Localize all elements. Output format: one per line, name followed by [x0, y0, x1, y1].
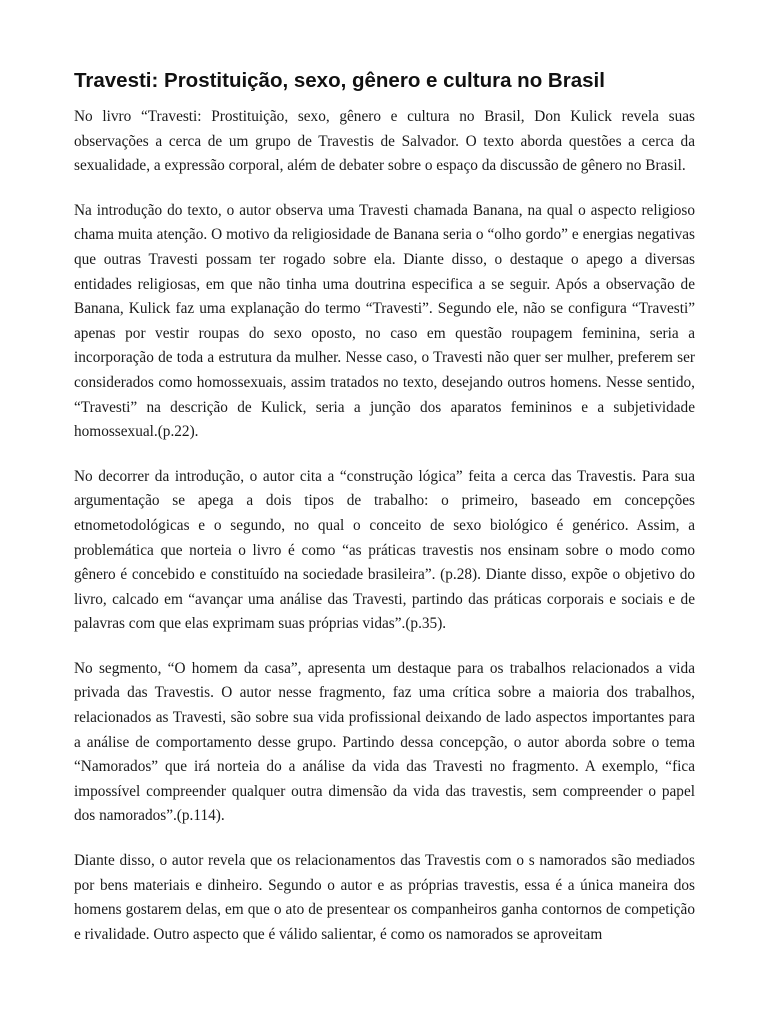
paragraph-5: Diante disso, o autor revela que os relacionamentos das Travestis com o s namorados são mediados por bens materiais e dinheiro. Segundo o autor e as próprias travestis, essa é a única maneira dos homens gostarem delas, em que o ato de presentear os companheiros ganha contornos de competição e rivalidade. Outro aspecto que é válido salientar, é como os namorados se aproveitam — [74, 852, 695, 943]
document-page — [74, 66, 695, 967]
document-title: Travesti: Prostituição, sexo, gênero e cultura no Brasil — [74, 69, 605, 92]
paragraph-4: No segmento, “O homem da casa”, apresenta um destaque para os trabalhos relacionados a vida privada das Travestis. O autor nesse fragmento, faz uma crítica sobre a maioria dos trabalhos, relacionados as Travesti, são sobre sua vida profissional deixando de lado aspectos importantes para a análise de comportamento desse grupo. Partindo dessa concepção, o autor aborda sobre o tema “Namorados” que irá norteia do a análise da vida das Travesti no fragmento. A exemplo, “fica impossível compreender qualquer outra dimensão da vida das travestis, sem compreender o papel dos namorados”.(p.114). — [74, 659, 695, 825]
paragraph-3: No decorrer da introdução, o autor cita a “construção lógica” feita a cerca das Travestis. Para sua argumentação se apega a dois tipos de trabalho: o primeiro, baseado em concepções etnometodológicas e o segundo, no qual o conceito de sexo biológico é genérico. Assim, a problemática que norteia o livro é como “as práticas travestis nos ensinam sobre o modo como gênero é concebido e constituído na sociedade brasileira”. (p.28). Diante disso, expõe o objetivo do livro, calcado em “avançar uma análise das Travesti, partindo das práticas corporais e sociais e de palavras com que elas exprimam suas próprias vidas”.(p.35). — [74, 467, 695, 633]
paragraph-1: No livro “Travesti: Prostituição, sexo, gênero e cultura no Brasil, Don Kulick revela suas observações a cerca de um grupo de Travestis de Salvador. O texto aborda questões a cerca da sexualidade, a expressão corporal, além de debater sobre o espaço da discussão de gênero no Brasil. — [74, 108, 695, 175]
paragraph-2: Na introdução do texto, o autor observa uma Travesti chamada Banana, na qual o aspecto religioso chama muita atenção. O motivo da religiosidade de Banana seria o “olho gordo” e energias negativas que outras Travesti possam ter rogado sobre ela. Diante disso, o destaque o apego a diversas entidades religiosas, em que não tinha uma doutrina especifica a se seguir. Após a observação de Banana, Kulick faz uma explanação do termo “Travesti”. Segundo ele, não se configura “Travesti” apenas por vestir roupas do sexo oposto, no caso em questão roupagem feminina, seria a incorporação de toda a estrutura da mulher. Nesse caso, o Travesti não quer ser mulher, preferem ser considerados como homossexuais, assim tratados no texto, desejando outros homens. Nesse sentido, “Travesti” na descrição de Kulick, seria a junção dos aparatos femininos e a subjetividade homossexual.(p.22). — [74, 201, 695, 441]
